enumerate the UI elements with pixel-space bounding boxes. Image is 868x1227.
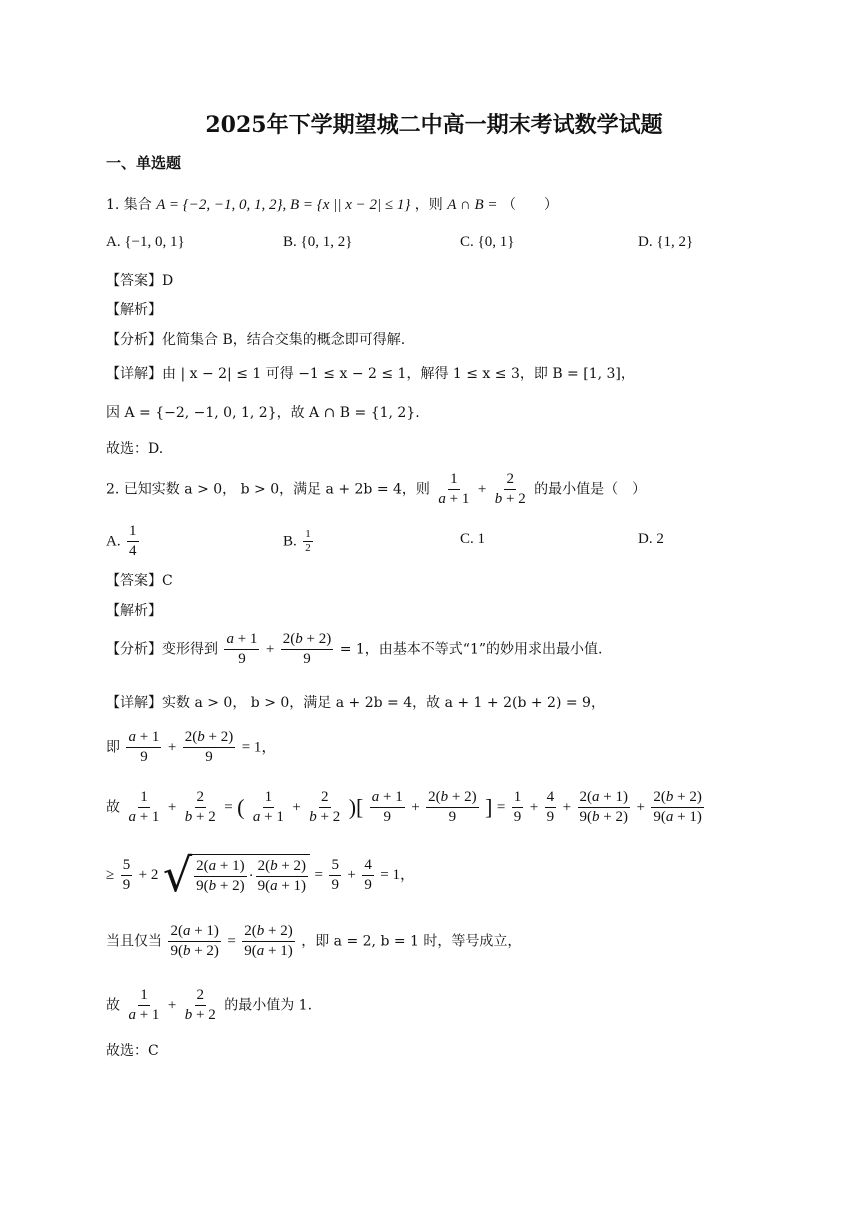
q1-option-d: D. {1, 2} xyxy=(638,234,694,250)
q1-then: ，则 xyxy=(414,197,443,213)
q2-question: 的最小值是（ ） xyxy=(534,481,647,498)
q1-option-b: B. {0, 1, 2} xyxy=(283,234,353,250)
q2-expression-term2: $\frac{2}{b + 2}$ xyxy=(494,471,526,507)
q1-option-a: A. {−1, 0, 1} xyxy=(106,234,185,250)
q2-fenxi: 【分析】变形得到 $\frac{a + 1}{9}$ + $\frac{2(b + 2)}{9}$ = 1，由基本不等式“1”的妙用求出最小值. xyxy=(106,631,603,667)
q2-expression-term1: $\frac{1}{a + 1}$ xyxy=(438,471,470,507)
q2-option-d: D. 2 xyxy=(638,531,664,547)
q1-intersection: A ∩ B = xyxy=(447,197,498,213)
q1-choose: 故选：D. xyxy=(106,441,164,457)
q2-normalized: 即 $\frac{a + 1}{9}$ + $\frac{2(b + 2)}{9}$ = 1， xyxy=(106,729,277,765)
q1-answer: 【答案】D xyxy=(106,273,174,289)
q1-number: 1. 集合 xyxy=(106,197,152,213)
q1-analysis-heading: 【解析】 xyxy=(106,302,162,318)
q2-expansion: 故 $\frac{1}{a + 1}$ + $\frac{2}{b + 2}$ = ( $\frac{1}{a + 1}$ + $\frac{2}{b + 2}$ )[ $\frac{a + 1}{9}$ + $\frac{2(b + 2)}{9}$ ] = $\frac{1}{9}$ + $\frac{4}{9}$ + $\frac{2(a + 1)}{9(b + 2)}$ + $\frac{2(b + 2)}{9(a + 1)}$ xyxy=(106,789,702,825)
q2-option-b: B. $\frac{1}{2}$ xyxy=(283,528,311,554)
q2-answer: 【答案】C xyxy=(106,573,173,589)
q2-equality-condition: 当且仅当 $\frac{2(a + 1)}{9(b + 2)}$ = $\frac{2(b + 2)}{9(a + 1)}$ ，即 a = 2, b = 1 时，等号成立， xyxy=(106,923,522,959)
section-heading: 一、单选题 xyxy=(106,154,182,172)
q1-paren: （ ） xyxy=(501,197,558,213)
q2-option-c: C. 1 xyxy=(460,531,486,547)
q1-sets: A = {−2, −1, 0, 1, 2}, B = {x || x − 2| ≤ 1} xyxy=(156,197,411,213)
q1-intersection-result: 因 A = {−2, −1, 0, 1, 2}，故 A ∩ B = {1, 2}. xyxy=(106,405,420,421)
q2-stem: 2. 已知实数 a > 0， b > 0，满足 a + 2b = 4，则 $\frac{1}{a + 1}$ + $\frac{2}{b + 2}$ 的最小值是（ ） xyxy=(106,471,647,507)
q1-option-c: C. {0, 1} xyxy=(460,234,515,250)
q2-xiangjie: 【详解】实数 a > 0， b > 0，满足 a + 2b = 4，故 a + 1 + 2(b + 2) = 9， xyxy=(106,695,605,711)
q2-choose: 故选：C xyxy=(106,1043,159,1059)
page-title: 2025年下学期望城二中高一期末考试数学试题 xyxy=(205,112,663,138)
q2-number: 2. 已知实数 xyxy=(106,481,180,498)
q2-minimum: 故 $\frac{1}{a + 1}$ + $\frac{2}{b + 2}$ 的最小值为 1. xyxy=(106,987,313,1023)
q1-xiangjie: 【详解】由 | x − 2| ≤ 1 可得 −1 ≤ x − 2 ≤ 1，解得 1 ≤ x ≤ 3，即 B = [1, 3]， xyxy=(106,366,635,382)
q1-stem xyxy=(106,194,558,214)
q2-analysis-heading: 【解析】 xyxy=(106,603,162,619)
q2-inequality: ≥ $\frac{5}{9}$ + 2 √ $\frac{2(a + 1)}{9(b + 2)}$ · $\frac{2(b + 2)}{9(a + 1)}$ = $\frac{5}{9}$ + $\frac{4}{9}$ = 1， xyxy=(106,848,415,902)
q2-conditions: a > 0， b > 0，满足 a + 2b = 4，则 xyxy=(184,481,430,498)
q2-option-a: A. $\frac{1}{4}$ xyxy=(106,523,137,559)
q1-fenxi: 【分析】化简集合 B，结合交集的概念即可得解. xyxy=(106,332,406,348)
